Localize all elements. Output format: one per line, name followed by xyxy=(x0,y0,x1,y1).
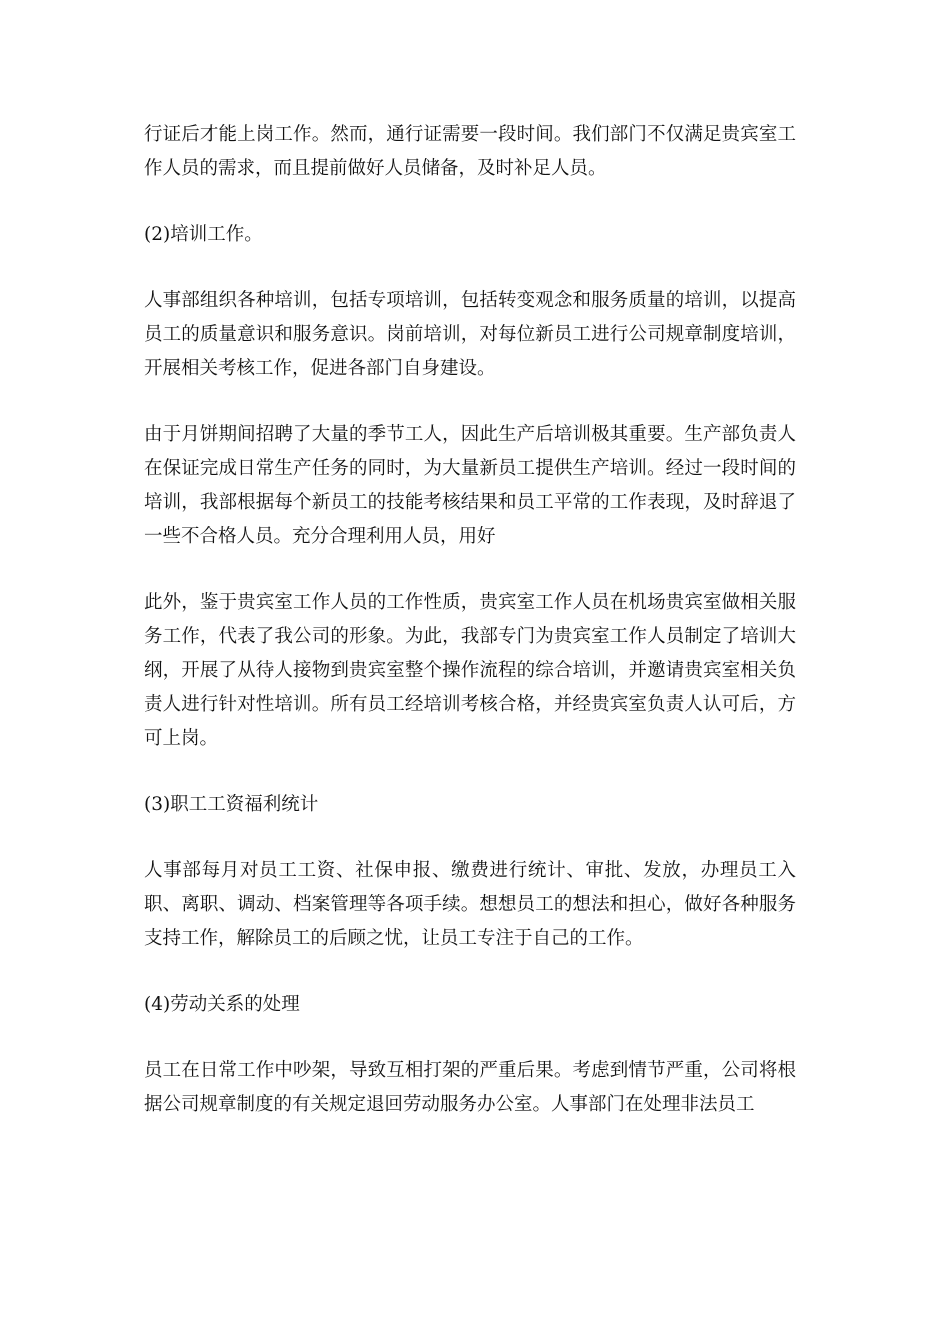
paragraph-seasonal-training: 由于月饼期间招聘了大量的季节工人，因此生产后培训极其重要。生产部负责人在保证完成日常生产任务的同时，为大量新员工提供生产培训。经过一段时间的培训，我部根据每个新员工的技能考核结果和员工平常的工作表现，及时辞退了一些不合格人员。充分合理利用人员，用好 xyxy=(144,424,796,547)
paragraph-vip-training: 此外，鉴于贵宾室工作人员的工作性质，贵宾室工作人员在机场贵宾室做相关服务工作，代表了我公司的形象。为此，我部专门为贵宾室工作人员制定了培训大纲，开展了从待人接物到贵宾室整个操作流程的综合培训，并邀请贵宾室相关负责人进行针对性培训。所有员工经培训考核合格，并经贵宾室负责人认可后，方可上岗。 xyxy=(144,592,796,749)
heading-training: (2)培训工作。 xyxy=(144,224,263,245)
paragraph-training-types: 人事部组织各种培训，包括专项培训，包括转变观念和服务质量的培训，以提高员工的质量意识和服务意识。岗前培训，对每位新员工进行公司规章制度培训，开展相关考核工作，促进各部门自身建设。 xyxy=(144,290,796,379)
heading-labor-relations: (4)劳动关系的处理 xyxy=(144,994,300,1015)
paragraph-payroll: 人事部每月对员工工资、社保申报、缴费进行统计、审批、发放，办理员工入职、离职、调动、档案管理等各项手续。想想员工的想法和担心，做好各种服务支持工作，解除员工的后顾之忧，让员工专注于自己的工作。 xyxy=(144,860,796,949)
heading-payroll: (3)职工工资福利统计 xyxy=(144,794,319,815)
document-body xyxy=(144,118,796,1154)
paragraph-staffing: 行证后才能上岗工作。然而，通行证需要一段时间。我们部门不仅满足贵宾室工作人员的需求，而且提前做好人员储备，及时补足人员。 xyxy=(144,124,796,179)
paragraph-labor-relations: 员工在日常工作中吵架，导致互相打架的严重后果。考虑到情节严重，公司将根据公司规章制度的有关规定退回劳动服务办公室。人事部门在处理非法员工 xyxy=(144,1060,796,1115)
